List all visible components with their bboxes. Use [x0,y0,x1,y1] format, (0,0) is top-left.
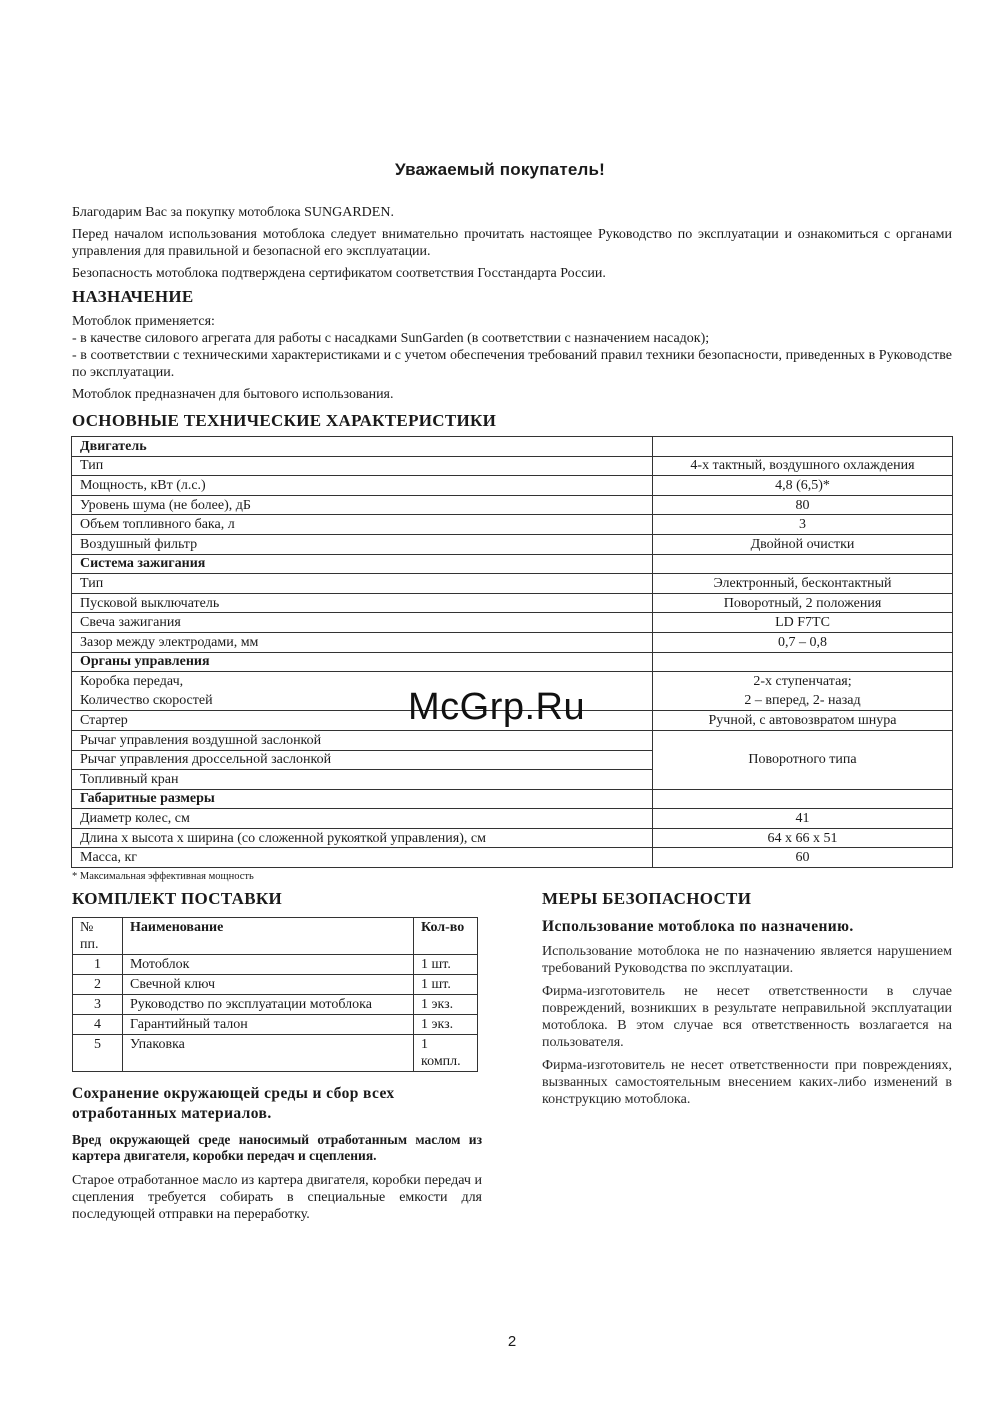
specs-table [71,436,953,868]
spec-label: Рычаг управления воздушной заслонкой [72,730,653,750]
kit-name: Мотоблок [123,955,414,975]
kit-num: 5 [73,1035,123,1072]
kit-qty: 1 экз. [414,1015,478,1035]
table-row [73,975,478,995]
purpose-heading: НАЗНАЧЕНИЕ [72,287,194,306]
environment-lead: Вред окружающей среде наносимый отработанным маслом из картера двигателя, коробки передач и сцепления. [72,1132,482,1163]
spec-value: Электронный, бесконтактный [653,574,953,594]
kit-table [72,917,478,1072]
intro-section [72,204,952,287]
safety-paragraph: Фирма-изготовитель не несет ответственности в случае повреждений, возникших в результате неправильной эксплуатации мотоблока. В этом случае вся ответственность возлагается на пользователя. [542,984,952,1050]
spec-label: Уровень шума (не более), дБ [72,495,653,515]
spec-value: Ручной, с автовозвратом шнура [653,711,953,731]
kit-qty: 1 шт. [414,955,478,975]
safety-subheading: Использование мотоблока по назначению. [542,918,854,935]
col-qty-header: Кол-во [414,918,478,955]
group-label: Габаритные размеры [72,789,653,809]
spec-value: 80 [653,495,953,515]
kit-num: 1 [73,955,123,975]
table-row [72,437,953,457]
spec-label: Тип [72,574,653,594]
group-label: Система зажигания [72,554,653,574]
spec-label: Рычаг управления дроссельной заслонкой [72,750,653,770]
environment-heading: Сохранение окружающей среды и сбор всех отработанных материалов. [72,1085,395,1122]
kit-num: 3 [73,995,123,1015]
spec-label: Диаметр колес, см [72,809,653,829]
safety-paragraph: Фирма-изготовитель не несет ответственности при повреждениях, вызванных самостоятельным внесением каких-либо изменений в конструкцию мотоблока. [542,1058,952,1107]
spec-value: 41 [653,809,953,829]
purpose-line: - в качестве силового агрегата для работы с насадками SunGarden (в соответствии с назначением насадок); [72,331,710,346]
kit-num: 2 [73,975,123,995]
spec-label: Зазор между электродами, мм [72,632,653,652]
spec-label: Длина х высота х ширина (со сложенной рукояткой управления), см [72,828,653,848]
speeds-label: Количество скоростей [80,693,213,709]
environment-text: Старое отработанное масло из картера двигателя, коробки передач и сцепления требуется собирать в специальные емкости для последующей отправки на переработку. [72,1173,482,1222]
spec-value: 3 [653,515,953,535]
spec-label: Масса, кг [72,848,653,868]
intro-paragraph: Безопасность мотоблока подтверждена сертификатом соответствия Госстандарта России. [72,266,606,281]
kit-qty: 1 экз. [414,995,478,1015]
kit-name: Гарантийный талон [123,1015,414,1035]
table-row [72,554,953,574]
watermark: McGrp.Ru [408,686,586,728]
spec-value: 0,7 – 0,8 [653,632,953,652]
spec-value: 60 [653,848,953,868]
table-row [72,495,953,515]
col-name-header: Наименование [123,918,414,955]
spec-value: 64 х 66 х 51 [653,828,953,848]
spec-value: 4,8 (6,5)* [653,476,953,496]
spec-label: Объем топливного бака, л [72,515,653,535]
kit-num: 4 [73,1015,123,1035]
table-row [72,730,953,750]
group-label: Двигатель [72,437,653,457]
page-number: 2 [507,1333,517,1350]
table-row [72,574,953,594]
spec-label: Мощность, кВт (л.с.) [72,476,653,496]
table-row [72,632,953,652]
col-num-header: № пп. [73,918,123,955]
spec-label: Топливный кран [72,770,653,790]
table-header-row [73,918,478,955]
intro-paragraph: Благодарим Вас за покупку мотоблока SUNGARDEN. [72,205,394,220]
environment-section [72,1084,482,1223]
spec-value: Двойной очистки [653,534,953,554]
table-row [72,515,953,535]
table-row [73,1035,478,1072]
footnote: * Максимальная эффективная мощность [72,871,254,882]
spec-label: Воздушный фильтр [72,534,653,554]
spec-value: LD F7TC [653,613,953,633]
spec-value [653,691,953,711]
gearbox-label: Коробка передач, [80,674,184,690]
speeds-value: 2 – вперед, 2- назад [744,693,861,709]
table-row [72,652,953,672]
spec-value [653,672,953,692]
specs-heading: ОСНОВНЫЕ ТЕХНИЧЕСКИЕ ХАРАКТЕРИСТИКИ [72,411,497,430]
table-row [73,995,478,1015]
spec-value: Поворотный, 2 положения [653,593,953,613]
kit-name: Упаковка [123,1035,414,1072]
safety-heading: МЕРЫ БЕЗОПАСНОСТИ [542,889,752,908]
purpose-line: - в соответствии с техническими характеристиками и с учетом обеспечения требований правил техники безопасности, приведенных в Руководстве по эксплуатации. [72,348,952,380]
table-row [72,848,953,868]
spec-label: Свеча зажигания [72,613,653,633]
page-title: Уважаемый покупатель! [394,160,606,179]
table-row [72,456,953,476]
table-row [72,534,953,554]
intro-paragraph: Перед началом использования мотоблока следует внимательно прочитать настоящее Руководство по эксплуатации и ознакомиться с органами управления для правильной и безопасной его эксплуатации. [72,227,952,259]
kit-name: Свечной ключ [123,975,414,995]
table-row [72,828,953,848]
table-row [72,809,953,829]
left-column [72,889,482,1223]
gearbox-value: 2-х ступенчатая; [753,674,852,690]
kit-name: Руководство по эксплуатации мотоблока [123,995,414,1015]
spec-label: Стартер [72,711,653,731]
table-row [73,955,478,975]
purpose-line: Мотоблок применяется: [72,314,215,329]
table-row [73,1015,478,1035]
table-row [72,476,953,496]
spec-label: Тип [72,456,653,476]
safety-paragraph: Использование мотоблока не по назначению является нарушением требований Руководства по эксплуатации. [542,944,952,976]
right-column [542,889,952,1108]
spec-label: Пусковой выключатель [72,593,653,613]
kit-heading: КОМПЛЕКТ ПОСТАВКИ [72,889,283,908]
group-label: Органы управления [72,652,653,672]
spec-value: 4-х тактный, воздушного охлаждения [653,456,953,476]
table-row [72,613,953,633]
kit-qty: 1 шт. [414,975,478,995]
purpose-closing: Мотоблок предназначен для бытового использования. [72,387,394,402]
table-row [72,789,953,809]
spec-value: Поворотного типа [653,730,953,789]
kit-qty: 1 компл. [414,1035,478,1072]
table-row [72,593,953,613]
purpose-section [72,288,952,403]
